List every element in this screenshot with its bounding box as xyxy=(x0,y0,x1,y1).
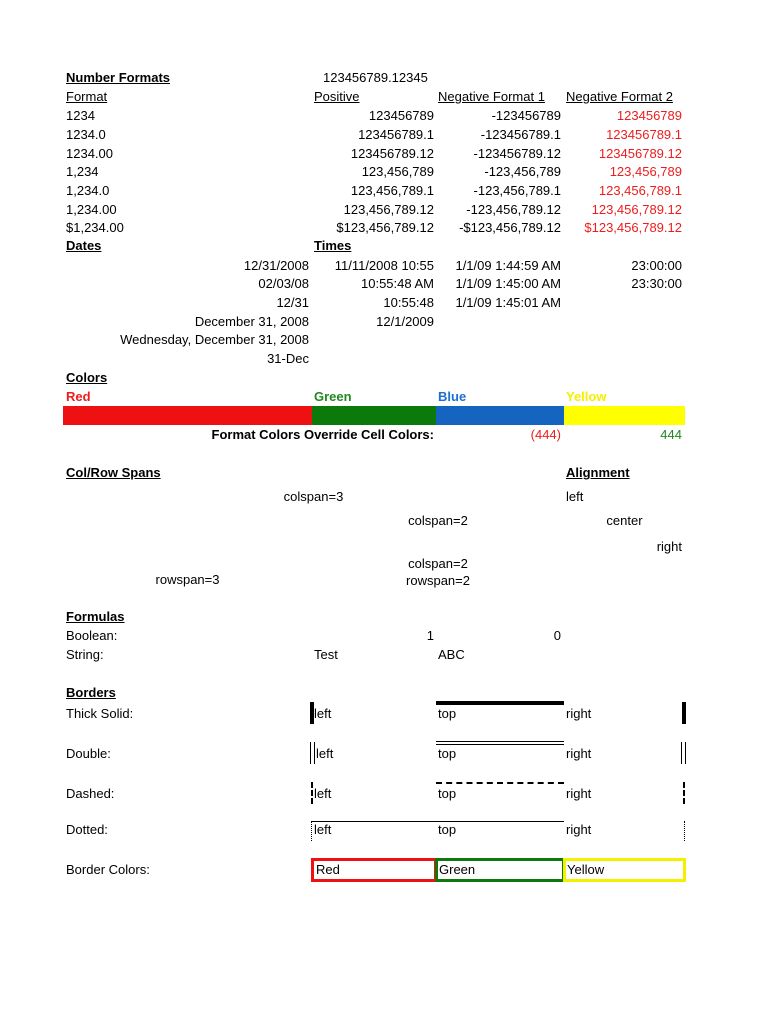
negative-2-cell: 123,456,789.12 xyxy=(591,202,682,217)
dashed-top-border xyxy=(436,782,564,784)
thick-right-border xyxy=(682,702,686,724)
time-value: 23:00:00 xyxy=(631,258,682,273)
border-left-cell: left xyxy=(314,822,332,837)
header-positive: Positive xyxy=(314,89,360,104)
border-right-cell: right xyxy=(566,786,592,801)
border-color-green-cell xyxy=(435,858,565,882)
date-value: Wednesday, December 31, 2008 xyxy=(120,332,309,347)
positive-cell: 123456789.1 xyxy=(358,127,434,142)
double-top-border xyxy=(436,741,564,745)
border-row-label: Dotted: xyxy=(66,822,108,837)
border-top-cell: top xyxy=(438,706,457,721)
colspan-2-cell: colspan=2 xyxy=(408,513,468,528)
positive-cell: 123,456,789.12 xyxy=(343,202,434,217)
string-label: String: xyxy=(66,647,104,662)
section-title-colors: Colors xyxy=(66,370,108,385)
negative-2-cell: 123456789 xyxy=(616,108,682,123)
align-left-cell: left xyxy=(566,489,584,504)
positive-cell: 123456789 xyxy=(368,108,434,123)
boolean-false-cell: 0 xyxy=(553,628,561,643)
format-cell: 1234.0 xyxy=(66,127,106,142)
date-value: December 31, 2008 xyxy=(194,314,309,329)
border-top-cell: top xyxy=(438,822,457,837)
border-row-label: Dashed: xyxy=(66,786,115,801)
dotted-right-border xyxy=(684,821,685,841)
format-cell: $1,234.00 xyxy=(66,220,124,235)
border-top-cell: top xyxy=(438,746,457,761)
border-right-cell: right xyxy=(566,706,592,721)
positive-cell: 123456789.12 xyxy=(350,146,434,161)
date-value: 12/31/2008 xyxy=(243,258,309,273)
border-right-cell: right xyxy=(566,822,592,837)
border-colors-label: Border Colors: xyxy=(66,862,150,877)
align-center-cell: center xyxy=(606,513,643,528)
section-title-alignment: Alignment xyxy=(566,465,630,480)
date-value: 02/03/08 xyxy=(258,276,309,291)
border-top-cell: top xyxy=(438,786,457,801)
date-value: 31-Dec xyxy=(267,351,309,366)
negative-1-cell: -123456789.12 xyxy=(473,146,561,161)
border-row-label: Double: xyxy=(66,746,111,761)
time-value: 1/1/09 1:45:01 AM xyxy=(455,295,561,310)
section-title-dates: Dates xyxy=(66,238,102,253)
negative-1-cell: -$123,456,789.12 xyxy=(459,220,561,235)
color-swatch-red xyxy=(63,406,312,425)
boolean-label: Boolean: xyxy=(66,628,118,643)
format-cell: 1234.00 xyxy=(66,146,113,161)
header-negative-format-1: Negative Format 1 xyxy=(438,89,545,104)
negative-2-cell: 123,456,789.1 xyxy=(598,183,682,198)
time-value: 23:30:00 xyxy=(631,276,682,291)
negative-1-cell: -123,456,789.12 xyxy=(466,202,561,217)
border-row-label: Thick Solid: xyxy=(66,706,134,721)
border-left-cell: left xyxy=(316,746,334,761)
time-value: 10:55:48 AM xyxy=(361,276,434,291)
section-title-col-row-spans: Col/Row Spans xyxy=(66,465,161,480)
color-label-yellow: Yellow xyxy=(566,389,607,404)
border-left-cell: left xyxy=(314,786,332,801)
time-value: 1/1/09 1:44:59 AM xyxy=(455,258,561,273)
negative-1-cell: -123,456,789.1 xyxy=(473,183,561,198)
border-right-cell: right xyxy=(566,746,592,761)
rowspan-3-cell: rowspan=3 xyxy=(155,572,220,587)
colspan-2-rowspan-2-cell-second-line: rowspan=2 xyxy=(406,573,470,588)
border-left-cell: left xyxy=(314,706,332,721)
align-right-cell: right xyxy=(656,539,682,554)
format-cell: 1234 xyxy=(66,108,95,123)
color-swatch-yellow xyxy=(564,406,685,425)
time-value: 10:55:48 xyxy=(383,295,434,310)
color-swatch-blue xyxy=(436,406,564,425)
format-override-label: Format Colors Override Cell Colors: xyxy=(211,427,434,442)
negative-2-cell: $123,456,789.12 xyxy=(584,220,682,235)
border-color-text: Red xyxy=(316,862,340,877)
format-cell: 1,234.0 xyxy=(66,183,110,198)
positive-cell: 123,456,789 xyxy=(361,164,434,179)
format-cell: 1,234 xyxy=(66,164,99,179)
colspan-3-cell: colspan=3 xyxy=(283,489,344,504)
negative-1-cell: -123456789.1 xyxy=(480,127,561,142)
negative-2-cell: 123,456,789 xyxy=(609,164,682,179)
header-format: Format xyxy=(66,89,108,104)
time-value: 11/11/2008 10:55 xyxy=(334,258,434,273)
section-title-borders: Borders xyxy=(66,685,116,700)
format-override-yellow-cell: 444 xyxy=(660,427,682,442)
header-negative-format-2: Negative Format 2 xyxy=(566,89,673,104)
string-cell-2: ABC xyxy=(438,647,465,662)
color-label-green: Green xyxy=(314,389,352,404)
boolean-true-cell: 1 xyxy=(426,628,434,643)
color-swatch-green xyxy=(312,406,436,425)
border-color-text: Green xyxy=(439,862,476,877)
negative-1-cell: -123,456,789 xyxy=(484,164,561,179)
border-color-text: Yellow xyxy=(567,862,605,877)
positive-cell: 123,456,789.1 xyxy=(350,183,434,198)
double-left-border xyxy=(310,742,315,764)
negative-2-cell: 123456789.12 xyxy=(598,146,682,161)
format-cell: 1,234.00 xyxy=(66,202,117,217)
format-override-blue-cell: (444) xyxy=(530,427,561,442)
time-value: 1/1/09 1:45:00 AM xyxy=(455,276,561,291)
colspan-2-rowspan-2-cell: colspan=2 xyxy=(408,556,468,571)
color-label-blue: Blue xyxy=(438,389,467,404)
negative-1-cell: -123456789 xyxy=(491,108,561,123)
section-title-number-formats: Number Formats xyxy=(66,70,171,85)
border-color-red-cell xyxy=(311,858,437,882)
negative-2-cell: 123456789.1 xyxy=(606,127,682,142)
double-right-border xyxy=(681,742,686,764)
source-value: 123456789.12345 xyxy=(323,70,428,85)
string-cell-1: Test xyxy=(314,647,338,662)
dashed-left-border xyxy=(311,782,313,804)
positive-cell: $123,456,789.12 xyxy=(336,220,434,235)
thick-top-border xyxy=(436,701,564,705)
section-title-formulas: Formulas xyxy=(66,609,125,624)
color-label-red: Red xyxy=(66,389,91,404)
time-value: 12/1/2009 xyxy=(376,314,434,329)
dashed-right-border xyxy=(683,782,685,804)
date-value: 12/31 xyxy=(276,295,309,310)
border-color-yellow-cell xyxy=(563,858,686,882)
section-title-times: Times xyxy=(314,238,352,253)
